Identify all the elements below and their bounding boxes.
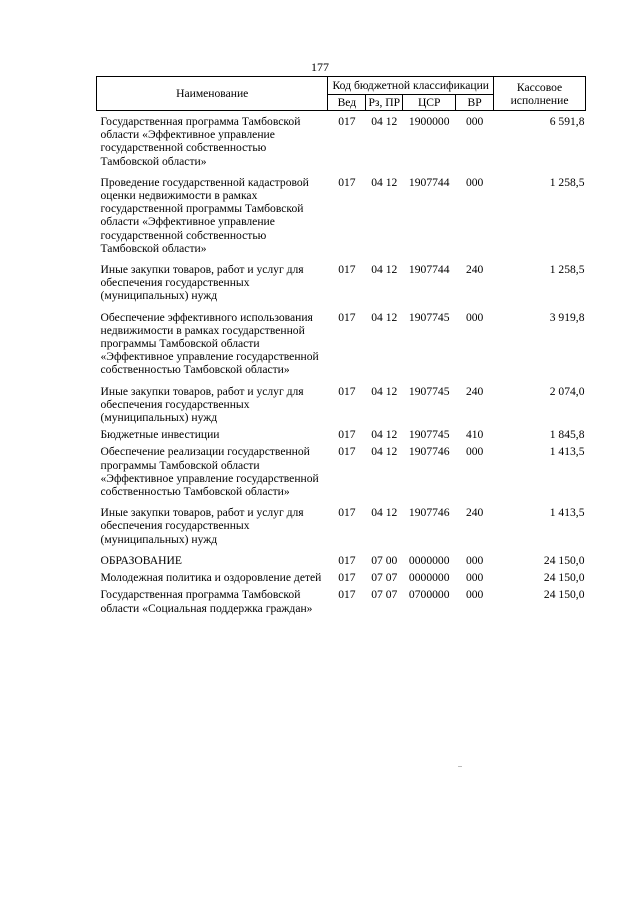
row-amount: 1 413,5 [549, 506, 585, 520]
header-rzpr: Рз, ПР [366, 94, 403, 111]
header-csr: ЦСР [403, 94, 456, 111]
row-vr-code: 000 [465, 115, 484, 128]
row-ved-code: 017 [338, 553, 356, 567]
row-csr-code: 1907745 [408, 428, 450, 442]
row-vr-code: 000 [465, 553, 484, 567]
row-rzpr-code: 07 07 [371, 571, 398, 585]
table-row [97, 311, 586, 385]
row-vr-code: 000 [465, 310, 484, 324]
row-amount: 1 845,8 [549, 428, 585, 442]
row-vr-code: 000 [465, 175, 484, 189]
header-classification-code: Код бюджетной классификации [328, 77, 494, 95]
row-ved-code: 017 [338, 115, 356, 128]
table-row [97, 571, 586, 588]
row-rzpr-code: 04 12 [371, 445, 398, 459]
row-csr-code: 1907744 [408, 175, 450, 189]
row-vr-code: 000 [465, 571, 484, 585]
row-rzpr-code: 04 12 [371, 384, 398, 398]
row-rzpr-code: 04 12 [371, 506, 398, 520]
row-name: Иные закупки товаров, работ и услуг для обеспечения государственных (муниципальных) нужд [100, 263, 304, 303]
row-name: Обеспечение реализации государственной программы Тамбовской области «Эффективное управление государственной собственностью Тамбовской области» [100, 445, 319, 499]
row-rzpr-code: 04 12 [371, 428, 398, 442]
row-ved-code: 017 [338, 310, 356, 324]
row-ved-code: 017 [338, 571, 356, 585]
header-vr: ВР [456, 94, 494, 111]
budget-execution-table [96, 76, 586, 623]
row-rzpr-code: 04 12 [371, 263, 398, 277]
table-row [97, 111, 586, 176]
row-vr-code: 240 [465, 506, 484, 520]
row-ved-code: 017 [338, 175, 356, 189]
table-header [97, 77, 586, 111]
row-name: Иные закупки товаров, работ и услуг для обеспечения государственных (муниципальных) нужд [100, 384, 304, 425]
row-ved-code: 017 [338, 445, 356, 459]
row-ved-code: 017 [338, 263, 356, 277]
row-name: Проведение государственной кадастровой оценки недвижимости в рамках государственной программы Тамбовской области «Эффективное управление государственной собственностью Тамбовской области» [100, 175, 309, 255]
row-csr-code: 0000000 [408, 571, 450, 585]
row-vr-code: 240 [465, 384, 484, 398]
row-rzpr-code: 07 07 [371, 588, 398, 602]
row-amount: 1 258,5 [549, 175, 585, 189]
table-row [97, 588, 586, 622]
row-name: Молодежная политика и оздоровление детей [100, 571, 322, 585]
row-vr-code: 000 [465, 588, 484, 602]
header-ved: Вед [328, 94, 366, 111]
row-csr-code: 1907745 [408, 310, 450, 324]
row-name: Государственная программа Тамбовской области «Эффективное управление государственной собственностью Тамбовской области» [100, 115, 301, 168]
row-amount: 3 919,8 [549, 310, 585, 324]
row-amount: 6 591,8 [549, 115, 585, 128]
row-vr-code: 410 [465, 428, 484, 442]
row-rzpr-code: 04 12 [371, 175, 398, 189]
row-vr-code: 000 [465, 445, 484, 459]
row-csr-code: 1907744 [408, 263, 450, 277]
row-name: Иные закупки товаров, работ и услуг для обеспечения государственных (муниципальных) нужд [100, 506, 304, 546]
row-ved-code: 017 [338, 384, 356, 398]
row-ved-code: 017 [338, 506, 356, 520]
row-name: Бюджетные инвестиции [100, 428, 220, 442]
table-row [97, 385, 586, 429]
row-csr-code: 0700000 [408, 588, 450, 602]
row-csr-code: 0000000 [408, 553, 450, 567]
row-name: Обеспечение эффективного использования недвижимости в рамках государственной программы Тамбовской области «Эффективное управление государственной собственностью Тамбовской области» [100, 310, 319, 377]
row-amount: 24 150,0 [543, 571, 585, 585]
table-row [97, 445, 586, 506]
row-rzpr-code: 07 00 [371, 553, 398, 567]
row-rzpr-code: 04 12 [371, 115, 398, 128]
row-csr-code: 1907746 [408, 445, 450, 459]
scan-mark [458, 766, 462, 767]
table-row [97, 554, 586, 571]
row-rzpr-code: 04 12 [371, 310, 398, 324]
header-cash-execution: Кассовое исполнение [494, 77, 586, 111]
row-amount: 2 074,0 [549, 384, 585, 398]
page-number: 177 [311, 60, 329, 74]
row-ved-code: 017 [338, 588, 356, 602]
row-csr-code: 1907746 [408, 506, 450, 520]
row-amount: 1 413,5 [549, 445, 585, 459]
row-name: Государственная программа Тамбовской области «Социальная поддержка граждан» [100, 588, 313, 615]
row-ved-code: 017 [338, 428, 356, 442]
table-body [97, 111, 586, 623]
row-amount: 24 150,0 [543, 553, 585, 567]
table-row [97, 263, 586, 311]
row-csr-code: 1907745 [408, 384, 450, 398]
table-row [97, 176, 586, 263]
row-vr-code: 240 [465, 263, 484, 277]
table-row [97, 506, 586, 554]
header-name: Наименование [97, 77, 328, 111]
table-row [97, 428, 586, 445]
row-name: ОБРАЗОВАНИЕ [100, 553, 182, 567]
row-csr-code: 1900000 [408, 115, 450, 128]
row-amount: 1 258,5 [549, 263, 585, 277]
row-amount: 24 150,0 [543, 588, 585, 602]
